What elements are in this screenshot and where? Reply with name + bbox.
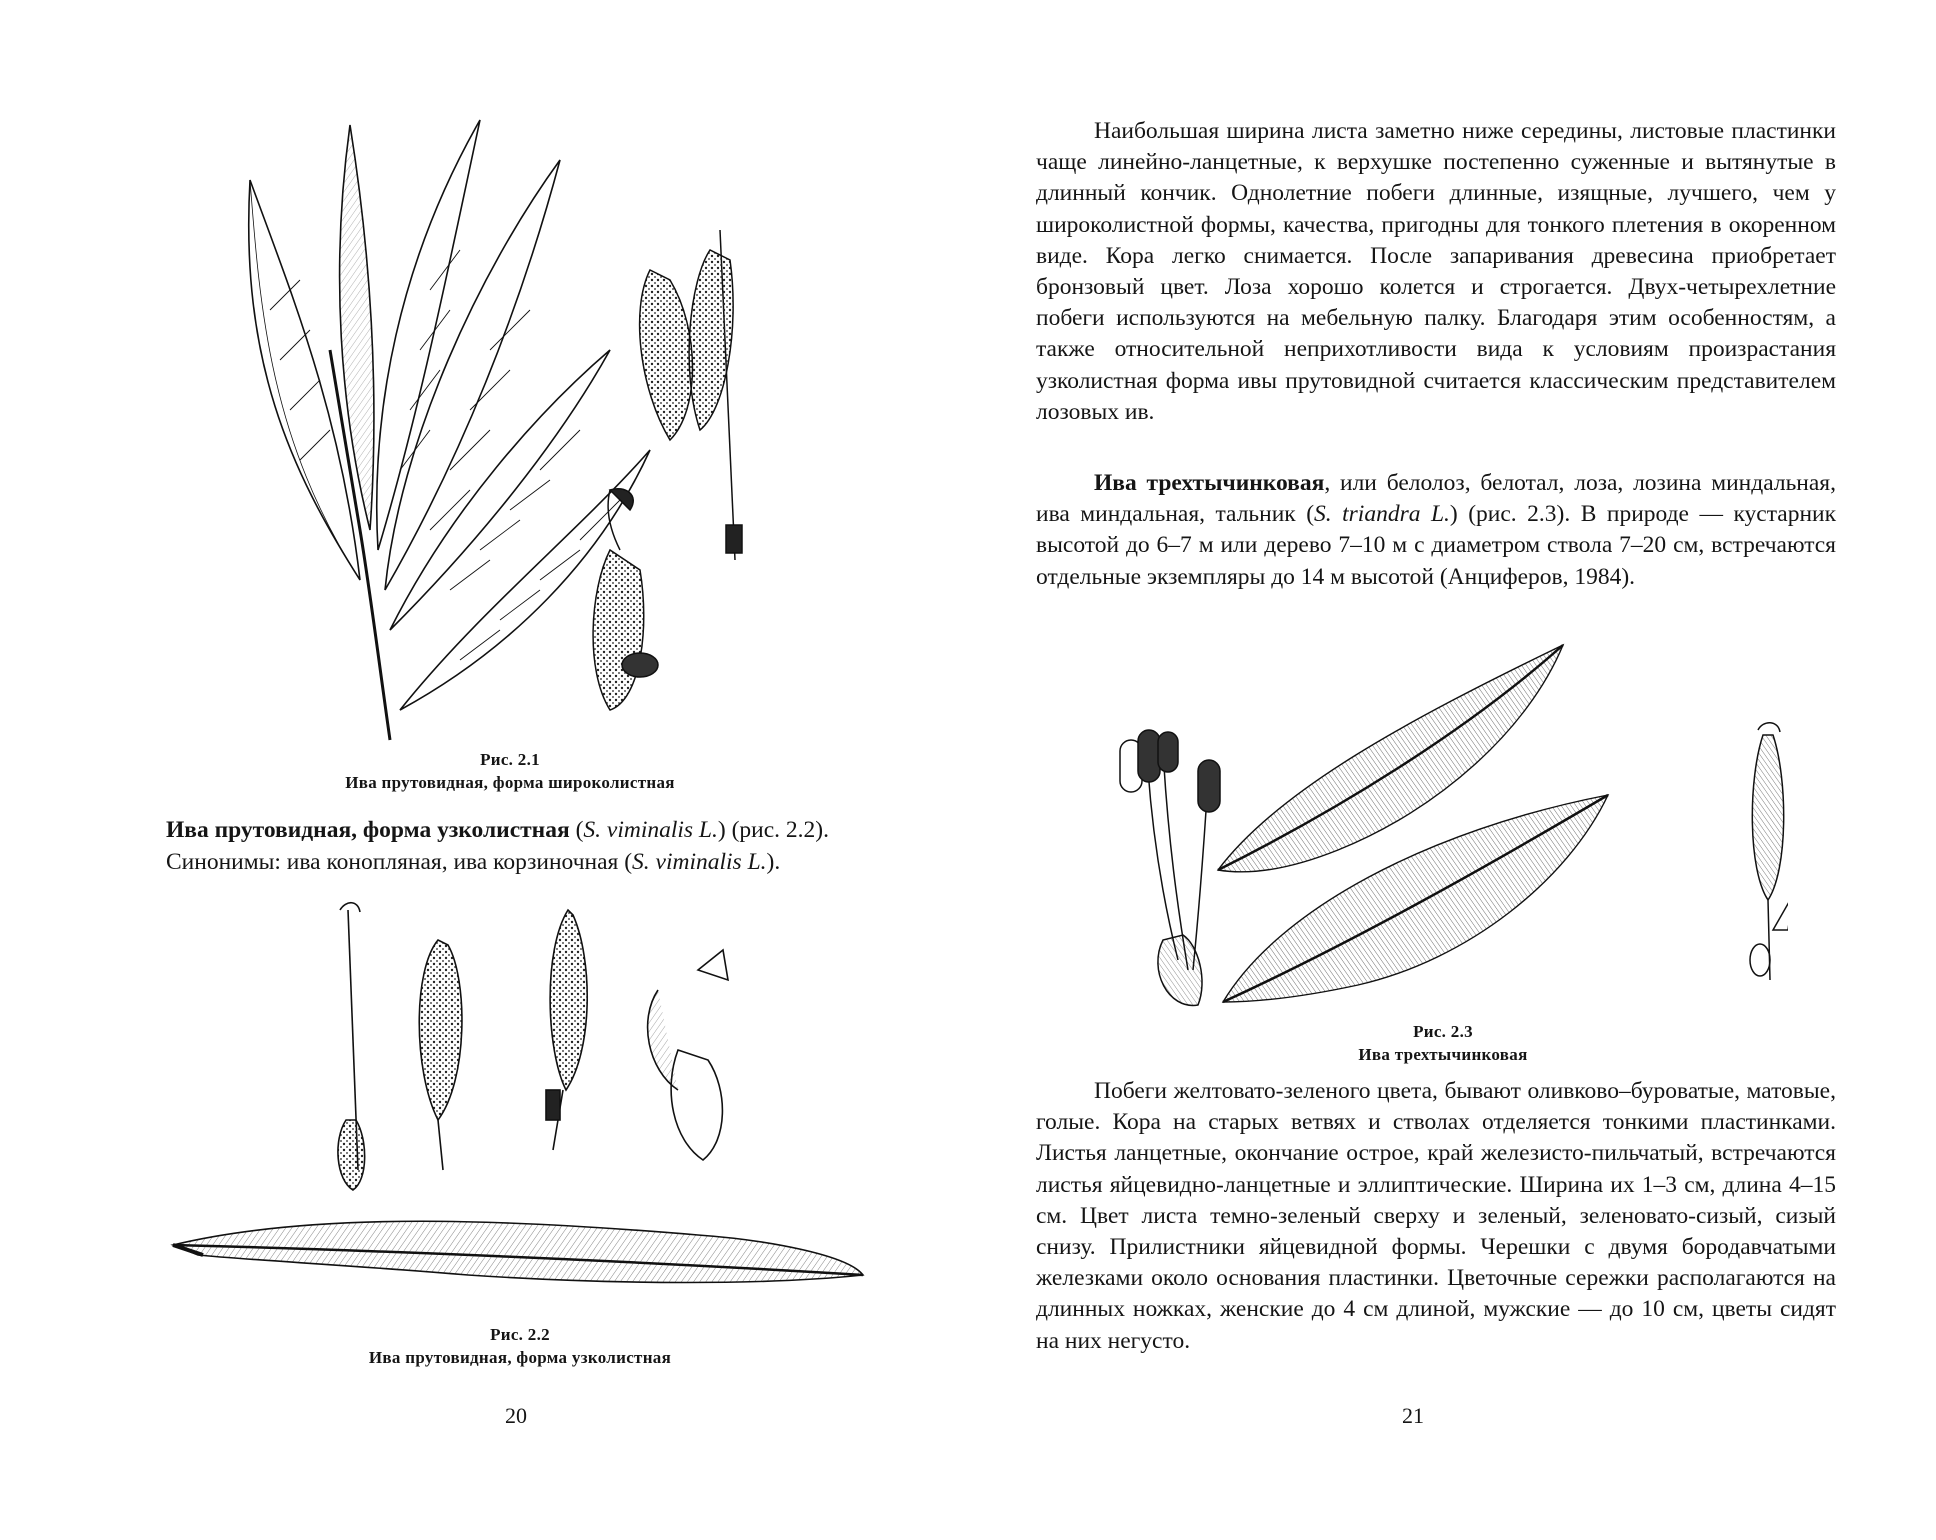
paragraph-triandra-intro: Ива трехтычинковая, или белолоз, белотал, лоза, лозина миндальная, ива миндальная, тальник (S. triandra L.) (рис. 2.3). В природе — кустарник высотой до 6–7 м или дерево 7–10 м с диаметром ствола 7–20 см, встречаются отдельные экземпляры до 14 м высотой (Анциферов, 1984). <box>1036 470 1837 590</box>
figure-2-2-number: Рис. 2.2 <box>490 1325 550 1344</box>
figure-2-3-number: Рис. 2.3 <box>1413 1022 1473 1041</box>
figure-2-2-title: Ива прутовидная, форма узколистная <box>368 1348 672 1367</box>
page-number-right: 21 <box>1402 1403 1424 1428</box>
narrow-willow-drawing <box>168 890 878 1310</box>
figure-2-2-caption <box>290 1323 750 1369</box>
figure-2-3-title: Ива трехтычинковая <box>1358 1045 1528 1064</box>
species-heading-viminalis <box>166 815 926 878</box>
right-page <box>968 0 1936 1540</box>
latin-name: S. viminalis L. <box>583 817 718 843</box>
figure-2-2-illustration <box>168 890 878 1310</box>
figure-2-1-title: Ива прутовидная, форма широколистная <box>345 773 675 792</box>
page-number-left: 20 <box>505 1403 527 1428</box>
figure-2-1-caption <box>250 748 770 794</box>
heading-line-1: Ива прутовидная, форма узколистная (S. viminalis L.) (рис. 2.2). <box>166 817 829 843</box>
triandra-drawing <box>1108 640 1788 1010</box>
species-title-triandra: Ива трехтычинковая <box>1094 470 1325 496</box>
willow-branch-drawing <box>230 110 790 750</box>
figure-2-3-illustration <box>1108 640 1788 1010</box>
figure-2-1-number: Рис. 2.1 <box>480 750 540 769</box>
figure-2-3-caption <box>1213 1020 1673 1066</box>
paragraph-triandra-description: Побеги желтовато-зеленого цвета, бывают оливково–буроватые, матовые, голые. Кора на старых ветвях и стволах отделяется тонкими пластинками. Листья ланцетные, окончание острое, край железисто-пильчатый, встречаются листья яйцевидно-ланцетные и эллиптические. Ширина их 1–3 см, длина 4–15 см. Цвет листа темно-зеленый сверху и зеленый, зеленовато-сизый, сизый снизу. Прилистники яйцевидной формы. Черешки с двумя бородавчатыми железками около основания пластинки. Цветочные сережки располагаются на длинных ножках, женские до 4 см длиной, мужские — до 10 см, цветы сидят на них негусто. <box>1036 1078 1836 1354</box>
figure-ref: ) (рис. 2.2). <box>717 817 829 843</box>
latin-name-triandra: S. triandra L. <box>1314 501 1450 528</box>
synonyms-line: Синонимы: ива конопляная, ива корзиночная (S. viminalis L.). <box>166 848 781 875</box>
species-title: Ива прутовидная, форма узколистная <box>166 817 570 843</box>
paragraph-narrow-leaf-description: Наибольшая ширина листа заметно ниже середины, листовые пластинки чаще линейно-ланцетные, к верхушке постепенно суженные и вытянутые в длинный кончик. Однолетние побеги длинные, изящные, лучшего, чем у широколистной формы, качества, пригодны для тонкого плетения в окоренном виде. Кора легко снимается. После запаривания древесина приобретает бронзовый цвет. Лоза хорошо колется и строгается. Двух-четырехлетние побеги используются на мебельную палку. Благодаря этим особенностям, а также относительной неприхотливости вида к условиям произрастания узколистная форма ивы прутовидной считается классическим представителем лозовых ив. <box>1036 118 1836 425</box>
figure-2-1-illustration <box>230 110 790 750</box>
